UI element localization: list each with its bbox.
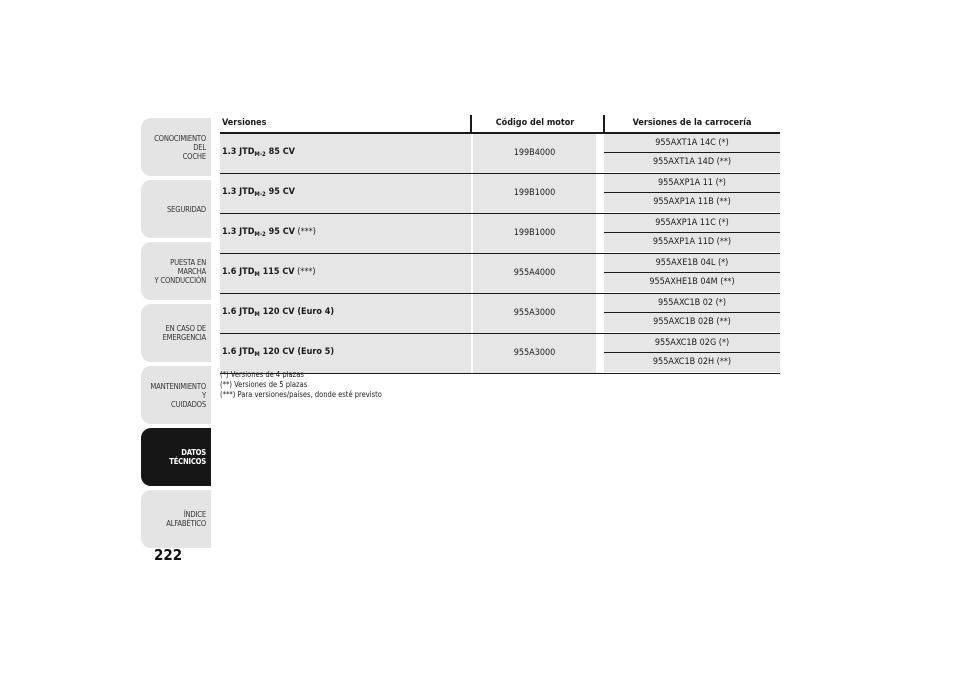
tab-datos-tecnicos[interactable]: DATOS TÉCNICOS	[141, 428, 211, 486]
body-versions-cell	[604, 254, 780, 293]
version-cell: 1.3 $JTD_{M-2}$ 85 CV	[220, 134, 471, 173]
version-cell: 1.6 $JTD_M$ 115 CV (***)	[220, 254, 471, 293]
table-row	[220, 334, 780, 374]
body-version: 955AXP1A 11C (*)	[604, 214, 780, 233]
body-versions-cell	[604, 134, 780, 173]
body-versions-cell	[604, 174, 780, 213]
footnote: (***) Para versiones/países, donde esté previsto	[220, 390, 382, 399]
motor-code-cell: 955A3000	[471, 334, 599, 373]
body-versions-cell	[604, 294, 780, 333]
body-versions-cell	[604, 214, 780, 253]
motor-code-cell: 955A4000	[471, 254, 599, 293]
body-version: 955AXC1B 02B (**)	[604, 313, 780, 332]
tab-en-caso-de-emergencia[interactable]: EN CASO DE EMERGENCIA	[141, 304, 211, 362]
table-row	[220, 214, 780, 254]
version-cell: 1.3 $JTD_{M-2}$ 95 CV	[220, 174, 471, 213]
table-row	[220, 254, 780, 294]
footnote: (*) Versiones de 4 plazas	[220, 370, 304, 379]
motor-code-cell: 199B1000	[471, 214, 599, 253]
body-version: 955AXP1A 11D (**)	[604, 233, 780, 252]
body-versions-cell	[604, 334, 780, 373]
body-version: 955AXC1B 02G (*)	[604, 334, 780, 353]
version-cell: 1.3 $JTD_{M-2}$ 95 CV (***)	[220, 214, 471, 253]
body-version: 955AXT1A 14C (*)	[604, 134, 780, 153]
tab-conocimiento-del-coche[interactable]: CONOCIMIENTO DEL COCHE	[141, 118, 211, 176]
header-versiones: Versiones	[222, 118, 267, 128]
body-version: 955AXT1A 14D (**)	[604, 153, 780, 172]
header-versiones-carroceria: Versiones de la carrocería	[632, 118, 752, 128]
footnotes	[220, 370, 382, 400]
body-version: 955AXC1B 02H (**)	[604, 353, 780, 372]
engine-versions-table	[220, 115, 780, 374]
tab-indice-alfabetico[interactable]: ÍNDICE ALFABÉTICO	[141, 490, 211, 548]
table-row	[220, 174, 780, 214]
version-cell: 1.6 $JTD_M$ 120 CV (Euro 4)	[220, 294, 471, 333]
body-version: 955AXHE1B 04M (**)	[604, 273, 780, 292]
body-version: 955AXC1B 02 (*)	[604, 294, 780, 313]
tab-seguridad[interactable]: SEGURIDAD	[141, 180, 211, 238]
table-row	[220, 134, 780, 174]
body-version: 955AXP1A 11 (*)	[604, 174, 780, 193]
version-cell: 1.6 $JTD_M$ 120 CV (Euro 5)	[220, 334, 471, 373]
body-version: 955AXE1B 04L (*)	[604, 254, 780, 273]
header-codigo-motor: Código del motor	[495, 118, 575, 128]
footnote: (**) Versiones de 5 plazas	[220, 380, 308, 389]
motor-code-cell: 199B1000	[471, 174, 599, 213]
motor-code-cell: 955A3000	[471, 294, 599, 333]
motor-code-cell: 199B4000	[471, 134, 599, 173]
body-version: 955AXP1A 11B (**)	[604, 193, 780, 212]
page-number: 222	[154, 546, 183, 564]
tab-mantenimiento[interactable]: MANTENIMIENTO Y CUIDADOS	[141, 366, 211, 424]
tab-puesta-en-marcha[interactable]: PUESTA EN MARCHA Y CONDUCCIÓN	[141, 242, 211, 300]
table-row	[220, 294, 780, 334]
table-header	[220, 115, 780, 134]
